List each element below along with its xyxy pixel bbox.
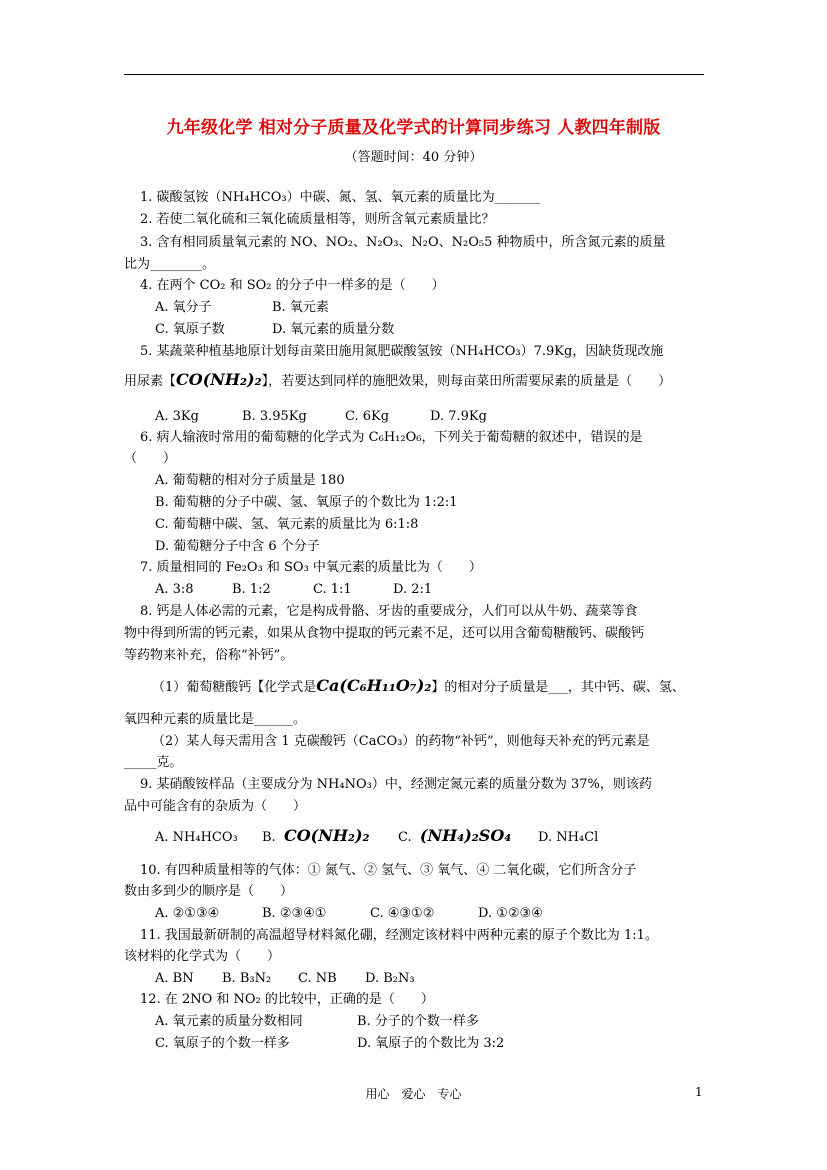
option-9a: A. NH₄HCO₃ bbox=[155, 830, 238, 845]
option-12c: C. 氧原子的个数一样多 bbox=[155, 1036, 290, 1051]
question-3-cont: 比为________。 bbox=[124, 257, 216, 272]
q5-text-pre: 用尿素【 bbox=[124, 374, 177, 389]
option-10c: C. ④③①② bbox=[370, 906, 435, 921]
option-6d: D. 葡萄糖分子中含 6 个分子 bbox=[155, 539, 320, 554]
urea-formula: CO(NH₂)₂ bbox=[176, 370, 262, 389]
option-12a: A. 氧元素的质量分数相同 bbox=[155, 1014, 303, 1029]
option-11b: B. B₃N₂ bbox=[222, 971, 272, 986]
question-11-cont: 该材料的化学式为（ ） bbox=[124, 949, 281, 964]
calcium-gluconate-formula: Ca(C₆H₁₁O₇)₂ bbox=[316, 676, 432, 695]
option-6b: B. 葡萄糖的分子中碳、氢、氧原子的个数比为 1:2:1 bbox=[155, 495, 458, 510]
question-7: 7. 质量相同的 Fe₂O₃ 和 SO₃ 中氧元素的质量比为（ ） bbox=[140, 560, 482, 575]
q8-1-text-pre: （1）葡萄糖酸钙【化学式是 bbox=[152, 680, 317, 695]
option-9b bbox=[262, 827, 370, 847]
question-8-part1-cont: 氧四种元素的质量比是______。 bbox=[124, 712, 307, 727]
option-4d: D. 氧元素的质量分数 bbox=[272, 322, 395, 337]
question-8-cont2: 等药物来补充，俗称“补钙”。 bbox=[124, 648, 294, 663]
question-4: 4. 在两个 CO₂ 和 SO₂ 的分子中一样多的是（ ） bbox=[140, 278, 445, 293]
option-11a: A. BN bbox=[155, 971, 194, 986]
page-subtitle: （答题时间：40 分钟） bbox=[344, 150, 483, 165]
option-5c: C. 6Kg bbox=[345, 409, 390, 424]
question-10: 10. 有四种质量相等的气体：① 氮气、② 氢气、③ 氧气、④ 二氧化碳，它们所含分子 bbox=[140, 863, 637, 878]
option-9b-formula: CO(NH₂)₂ bbox=[283, 826, 370, 845]
option-7b: B. 1:2 bbox=[232, 582, 271, 597]
option-10a: A. ②①③④ bbox=[155, 906, 220, 921]
page-number: 1 bbox=[695, 1085, 703, 1099]
question-9-cont: 品中可能含有的杂质为（ ） bbox=[124, 799, 307, 814]
option-4c: C. 氧原子数 bbox=[155, 322, 225, 337]
option-4b: B. 氧元素 bbox=[272, 300, 329, 315]
question-1: 1. 碳酸氢铵（NH₄HCO₃）中碳、氮、氢、氧元素的质量比为_______ bbox=[140, 190, 541, 205]
option-9c bbox=[398, 827, 511, 847]
option-11d: D. B₂N₃ bbox=[365, 971, 415, 986]
footer-text: 用心 爱心 专心 bbox=[365, 1087, 462, 1101]
option-12d: D. 氧原子的个数比为 3:2 bbox=[357, 1036, 505, 1051]
option-12b: B. 分子的个数一样多 bbox=[357, 1014, 479, 1029]
option-6a: A. 葡萄糖的相对分子质量是 180 bbox=[155, 473, 345, 488]
q5-text-post: 】，若要达到同样的施肥效果，则每亩菜田所需要尿素的质量是（ ） bbox=[261, 374, 672, 389]
option-5a: A. 3Kg bbox=[155, 409, 199, 424]
question-12: 12. 在 2NO 和 NO₂ 的比较中，正确的是（ ） bbox=[140, 992, 434, 1007]
question-8-part2: （2）某人每天需用含 1 克碳酸钙（CaCO₃）的药物“补钙”，则他每天补充的钙元素是 bbox=[152, 734, 650, 749]
question-6: 6. 病人输液时常用的葡萄糖的化学式为 C₆H₁₂O₆，下列关于葡萄糖的叙述中，错误的是 bbox=[140, 430, 643, 445]
option-10b: B. ②③④① bbox=[262, 906, 327, 921]
question-9: 9. 某硝酸铵样品（主要成分为 NH₄NO₃）中，经测定氮元素的质量分数为 37%，则该药 bbox=[140, 777, 652, 792]
question-8-cont1: 物中得到所需的钙元素，如果从食物中提取的钙元素不足，还可以用含葡萄糖酸钙、碳酸钙 bbox=[124, 626, 645, 641]
option-10d: D. ①②③④ bbox=[478, 906, 543, 921]
option-7c: C. 1:1 bbox=[313, 582, 352, 597]
option-6c: C. 葡萄糖中碳、氢、氧元素的质量比为 6:1:8 bbox=[155, 517, 419, 532]
option-9c-formula: (NH₄)₂SO₄ bbox=[419, 826, 512, 845]
option-5b: B. 3.95Kg bbox=[242, 409, 307, 424]
option-9c-label: C. bbox=[398, 830, 412, 845]
question-3: 3. 含有相同质量氧元素的 NO、NO₂、N₂O₃、N₂O、N₂O₅5 种物质中，所含氮元素的质量 bbox=[140, 235, 666, 250]
option-7a: A. 3:8 bbox=[155, 582, 194, 597]
question-5: 5. 某蔬菜种植基地原计划每亩菜田施用氮肥碳酸氢铵（NH₄HCO₃）7.9Kg，因缺货现改施 bbox=[140, 344, 664, 359]
page-title: 九年级化学 相对分子质量及化学式的计算同步练习 人教四年制版 bbox=[166, 118, 661, 138]
question-6-cont: （ ） bbox=[124, 451, 177, 466]
question-8-part2-cont: _____克。 bbox=[124, 755, 183, 770]
option-9b-label: B. bbox=[262, 830, 276, 845]
question-11: 11. 我国最新研制的高温超导材料氮化硼，经测定该材料中两种元素的原子个数比为 1:1。 bbox=[140, 928, 658, 943]
question-8-part1 bbox=[152, 677, 685, 697]
header-rule bbox=[124, 74, 704, 75]
option-5d: D. 7.9Kg bbox=[430, 409, 487, 424]
option-7d: D. 2:1 bbox=[393, 582, 433, 597]
question-2: 2. 若使二氧化硫和三氧化硫质量相等，则所含氧元素质量比？ bbox=[140, 212, 495, 227]
question-8: 8. 钙是人体必需的元素，它是构成骨骼、牙齿的重要成分，人们可以从牛奶、蔬菜等食 bbox=[140, 604, 638, 619]
option-4a: A. 氧分子 bbox=[155, 300, 212, 315]
option-9d: D. NH₄Cl bbox=[538, 830, 599, 845]
question-5-cont bbox=[124, 371, 671, 391]
q8-1-text-post: 】的相对分子质量是___，其中钙、碳、氢、 bbox=[431, 680, 685, 695]
question-10-cont: 数由多到少的顺序是（ ） bbox=[124, 884, 294, 899]
option-11c: C. NB bbox=[298, 971, 337, 986]
